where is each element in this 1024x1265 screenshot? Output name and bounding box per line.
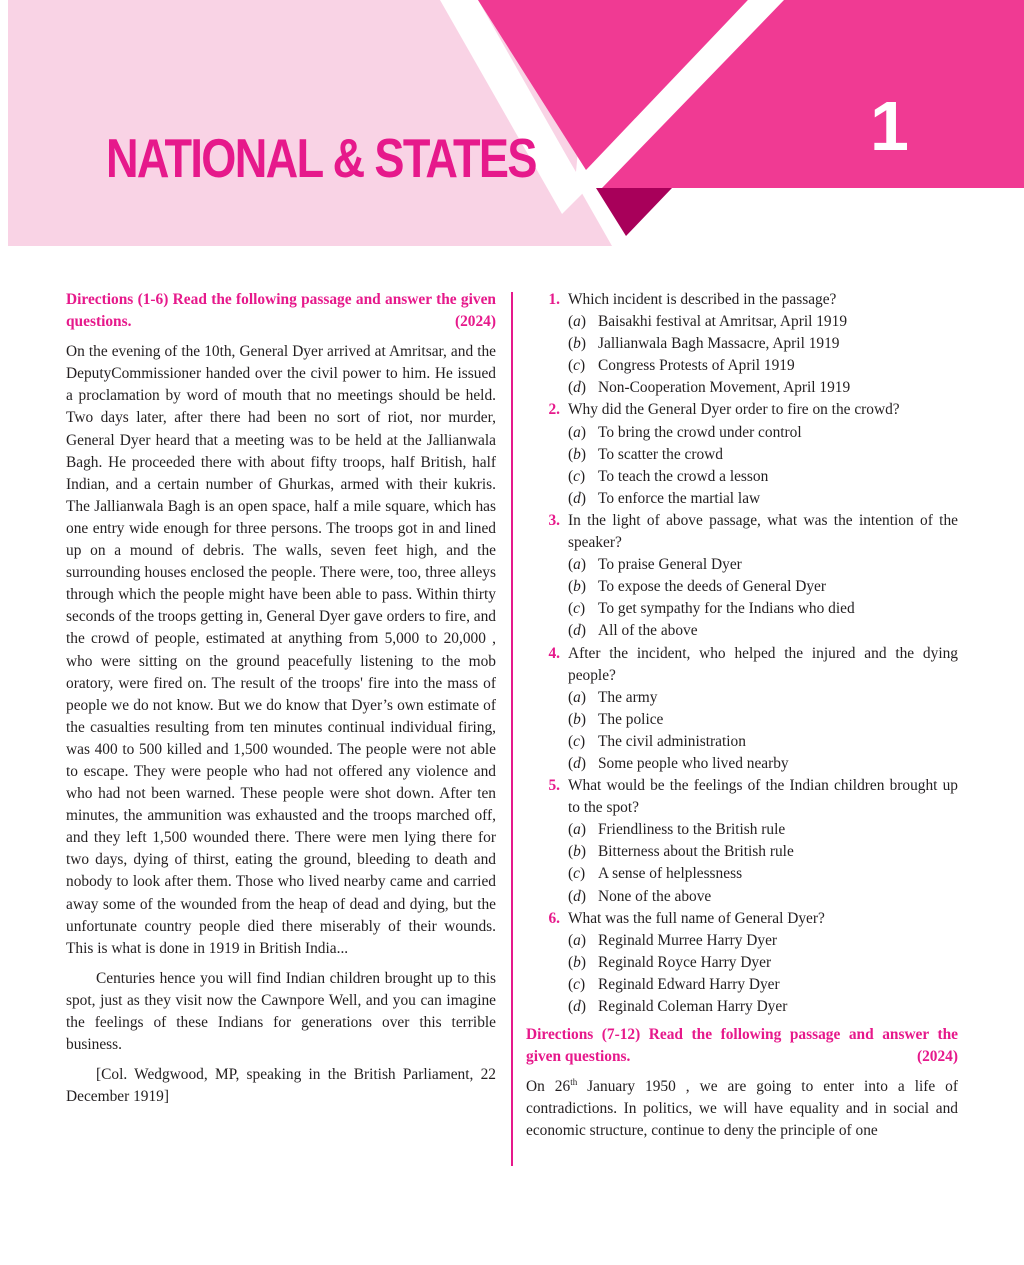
option-letter-char: a	[573, 423, 581, 441]
option-a	[568, 422, 958, 444]
option-list	[568, 687, 958, 775]
option-letter: (a)	[568, 931, 586, 949]
question-row	[526, 510, 958, 554]
left-column	[66, 289, 496, 1108]
right-column	[526, 289, 958, 1143]
option-d	[568, 488, 958, 510]
option-letter-char: a	[573, 931, 581, 949]
option-letter-char: a	[573, 556, 581, 574]
option-b	[568, 333, 958, 355]
option-letter-char: d	[573, 489, 581, 507]
option-text: Bitterness about the British rule	[598, 843, 794, 861]
question-2	[526, 399, 958, 509]
option-letter-char: c	[573, 357, 580, 375]
option-letter: (b)	[568, 578, 586, 596]
passage-rest: January 1950 , we are going to enter into a life of contradictions. In politics, we will have equality and in social and economic structure, continue to deny the principle of one	[526, 1078, 958, 1140]
directions-year: (2024)	[916, 1048, 958, 1066]
option-list	[568, 930, 958, 1018]
option-a	[568, 930, 958, 952]
option-letter-char: b	[573, 445, 581, 463]
option-letter: (a)	[568, 423, 586, 441]
passage-paragraph: On the evening of the 10th, General Dyer arrived at Amritsar, and the DeputyCommissioner handed over the civil power to him. He issued a proclamation by word of mouth that no meetings should be held. Two days later, after there had been no sort of riot, nor murder, General Dyer heard that a meeting was to be held at the Jallianwala Bagh. He proceeded there with about fifty troops, half British, half Indian, and a certain number of Ghurkas, armed with their kukris. The Jallianwala Bagh is an open space, half a mile square, which has one entry wide enough for three persons. The troops got in and lined up on a mound of debris. The walls, seven feet high, and the surrounding houses enclosed the people. There were, too, three alleys through which the people might have been able to pass. Within thirty seconds of the troops getting in, General Dyer gave orders to fire, and the crowd of people, estimated at anything from 5,000 to 20,000 , who were sitting on the ground peacefully listening to the mob oratory, were fired on. The result of the troops' fire into the mass of people we do not know. But we do know that Dyer’s own estimate of the casualties resulting from ten minutes continual individual firing, was 400 to 500 killed and 1,500 wounded. The people were not able to escape. They were people who had not offered any violence and who had not been warned. These people were shot down. After ten minutes, the ammunition was exhausted and the troops marched off, and they left 1,500 wounded there. There were men lying there for two days, dying of thirst, eating the ground, bleeding to death and nobody to look after them. Those who lived nearby came and carried away some of the wounded from the heap of dead and dying, but the unfortunate country people died there miserably of their wounds. This is what is done in 1919 in British India...	[66, 343, 496, 957]
question-number: 5.	[548, 777, 560, 795]
option-list	[568, 422, 958, 510]
option-text: To enforce the martial law	[598, 489, 761, 507]
question-5	[526, 775, 958, 908]
option-letter-char: a	[573, 688, 581, 706]
question-4	[526, 643, 958, 776]
directions-1-6	[66, 289, 496, 333]
directions-7-12	[526, 1024, 958, 1068]
passage-sup: th	[570, 1077, 578, 1088]
passage-paragraph	[526, 1076, 958, 1142]
question-1	[526, 289, 958, 399]
option-a	[568, 311, 958, 333]
option-letter: (c)	[568, 865, 586, 883]
option-text: The civil administration	[598, 732, 746, 750]
option-letter: (a)	[568, 313, 586, 331]
option-list	[568, 819, 958, 907]
option-text: Non-Cooperation Movement, April 1919	[598, 379, 851, 397]
option-c	[568, 355, 958, 377]
question-text: Why did the General Dyer order to fire on the crowd?	[568, 401, 900, 419]
option-letter-char: a	[573, 821, 581, 839]
option-b	[568, 709, 958, 731]
question-number: 1.	[548, 291, 560, 308]
option-a	[568, 554, 958, 576]
question-list	[526, 289, 958, 1018]
option-c	[568, 598, 958, 620]
option-letter-char: c	[573, 865, 580, 883]
option-c	[568, 974, 958, 996]
question-text: In the light of above passage, what was the intention of the speaker?	[568, 511, 958, 552]
option-d	[568, 753, 958, 775]
question-row	[526, 399, 958, 421]
option-letter-char: c	[573, 732, 580, 750]
passage-paragraph: Centuries hence you will find Indian children brought up to this spot, just as they visit now the Cawnpore Well, and you can imagine the feelings of these Indians for generations over this terrible business.	[66, 969, 496, 1054]
option-letter: (d)	[568, 998, 586, 1015]
question-number: 4.	[548, 644, 560, 662]
option-letter: (c)	[568, 732, 586, 750]
option-letter: (d)	[568, 887, 586, 905]
passage	[66, 341, 496, 1108]
option-letter: (b)	[568, 710, 586, 728]
option-letter-char: b	[573, 578, 581, 596]
option-letter-char: d	[573, 887, 581, 905]
chapter-header	[0, 0, 1024, 250]
option-b	[568, 841, 958, 863]
option-list	[568, 554, 958, 642]
question-text: After the incident, who helped the injured and the dying people?	[568, 644, 958, 684]
option-letter: (d)	[568, 379, 586, 397]
option-text: Some people who lived nearby	[598, 754, 789, 772]
option-b	[568, 952, 958, 974]
column-divider	[511, 292, 513, 1166]
question-row	[526, 643, 958, 687]
option-letter: (d)	[568, 754, 586, 772]
option-letter-char: d	[573, 622, 581, 640]
option-letter-char: b	[573, 335, 581, 353]
option-text: None of the above	[598, 887, 712, 905]
option-text: To bring the crowd under control	[598, 423, 802, 441]
question-text: What was the full name of General Dyer?	[568, 909, 825, 927]
option-letter: (d)	[568, 489, 586, 507]
option-text: The army	[598, 688, 658, 706]
option-letter-char: d	[573, 998, 581, 1015]
option-letter: (d)	[568, 622, 586, 640]
option-text: Reginald Murree Harry Dyer	[598, 931, 778, 949]
option-c	[568, 863, 958, 885]
option-text: Congress Protests of April 1919	[598, 357, 795, 375]
option-c	[568, 731, 958, 753]
option-text: To teach the crowd a lesson	[598, 467, 769, 485]
option-d	[568, 620, 958, 642]
directions-year: (2024)	[454, 313, 496, 331]
passage-2	[526, 1076, 958, 1142]
question-row	[526, 289, 958, 311]
option-d	[568, 996, 958, 1018]
question-number: 6.	[548, 909, 560, 927]
directions-text: Directions (7-12) Read the following passage and answer the given questions.	[526, 1026, 958, 1066]
option-text: To praise General Dyer	[598, 556, 742, 574]
option-text: To scatter the crowd	[598, 445, 723, 463]
chapter-title: NATIONAL & STATES	[106, 127, 536, 189]
option-letter: (b)	[568, 843, 586, 861]
option-letter-char: d	[573, 754, 581, 772]
option-c	[568, 466, 958, 488]
option-text: Reginald Royce Harry Dyer	[598, 953, 772, 971]
option-letter: (a)	[568, 556, 586, 574]
question-number: 3.	[548, 511, 560, 529]
option-letter: (a)	[568, 821, 586, 839]
option-letter: (c)	[568, 467, 586, 485]
question-3	[526, 510, 958, 643]
option-letter: (c)	[568, 975, 586, 993]
option-text: Baisakhi festival at Amritsar, April 1919	[598, 313, 848, 331]
question-text: What would be the feelings of the Indian children brought up to the spot?	[568, 777, 958, 817]
option-a	[568, 687, 958, 709]
option-letter-char: c	[573, 467, 580, 485]
option-b	[568, 576, 958, 598]
option-d	[568, 377, 958, 399]
option-letter: (c)	[568, 600, 586, 618]
passage-start: On 26	[526, 1078, 571, 1096]
question-text: Which incident is described in the passage?	[568, 291, 837, 308]
option-text: To expose the deeds of General Dyer	[598, 578, 826, 596]
option-d	[568, 886, 958, 908]
option-letter: (b)	[568, 445, 586, 463]
question-6	[526, 908, 958, 1018]
option-letter-char: d	[573, 379, 581, 397]
option-text: A sense of helplessness	[598, 865, 743, 883]
option-text: To get sympathy for the Indians who died	[598, 600, 855, 618]
option-a	[568, 819, 958, 841]
option-text: All of the above	[598, 622, 698, 640]
option-letter-char: b	[573, 843, 581, 861]
option-list	[568, 311, 958, 399]
passage-citation: [Col. Wedgwood, MP, speaking in the British Parliament, 22 December 1919]	[66, 1066, 496, 1106]
directions-text: Directions (1-6) Read the following passage and answer the given questions.	[66, 291, 496, 331]
option-letter-char: c	[573, 975, 580, 993]
option-letter-char: a	[573, 313, 581, 331]
question-row	[526, 908, 958, 930]
option-letter: (b)	[568, 953, 586, 971]
option-text: Jallianwala Bagh Massacre, April 1919	[598, 335, 840, 353]
option-b	[568, 444, 958, 466]
option-text: The police	[598, 710, 664, 728]
option-letter-char: c	[573, 600, 580, 618]
option-text: Reginald Coleman Harry Dyer	[598, 998, 788, 1015]
option-letter-char: b	[573, 953, 581, 971]
option-text: Reginald Edward Harry Dyer	[598, 975, 780, 993]
option-letter-char: b	[573, 710, 581, 728]
option-letter: (c)	[568, 357, 586, 375]
header-dark-triangle	[596, 188, 672, 236]
option-text: Friendliness to the British rule	[598, 821, 786, 839]
chapter-number: 1	[870, 87, 909, 165]
option-letter: (a)	[568, 688, 586, 706]
question-row	[526, 775, 958, 819]
question-number: 2.	[548, 401, 560, 419]
option-letter: (b)	[568, 335, 586, 353]
